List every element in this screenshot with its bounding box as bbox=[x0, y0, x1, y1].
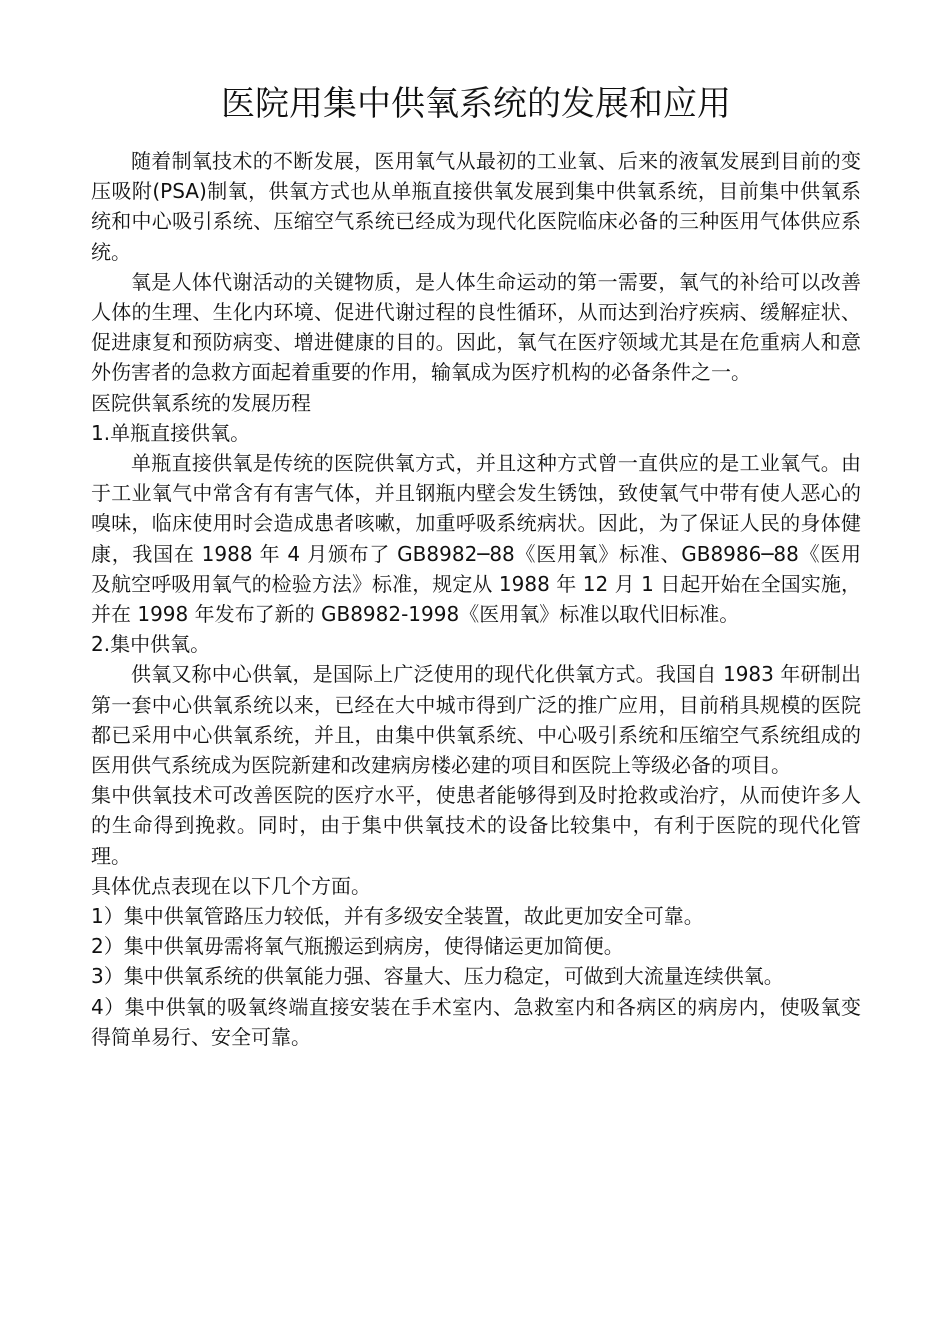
paragraph-central-supply: 供氧又称中心供氧，是国际上广泛使用的现代化供氧方式。我国自 1983 年研制出第一套中心供氧系统以来，已经在大中城市得到广泛的推广应用，目前稍具规模的医院都已采用中心供氧系统，并且，由集中供氧系统、中心吸引系统和压缩空气系统组成的医用供气系统成为医院新建和改建病房楼必建的项目和医院上等级必备的项目。 bbox=[91, 662, 861, 778]
subheading-single-bottle: 1.单瓶直接供氧。 bbox=[91, 420, 251, 445]
paragraph-central-benefits: 集中供氧技术可改善医院的医疗水平，使患者能够得到及时抢救或治疗，从而使许多人的生命得到挽救。同时，由于集中供氧技术的设备比较集中，有利于医院的现代化管理。 bbox=[91, 783, 861, 868]
document-title: 医院用集中供氧系统的发展和应用 bbox=[221, 84, 731, 124]
list-item-advantage-4: 4）集中供氧的吸氧终端直接安装在手术室内、急救室内和各病区的病房内，使吸氧变得简单易行、安全可靠。 bbox=[91, 994, 861, 1049]
subheading-central-supply: 2.集中供氧。 bbox=[91, 632, 211, 657]
list-item-advantage-3: 3）集中供氧系统的供氧能力强、容量大、压力稳定，可做到大流量连续供氧。 bbox=[91, 964, 784, 989]
section-heading-history: 医院供氧系统的发展历程 bbox=[91, 390, 311, 415]
paragraph-advantages-intro: 具体优点表现在以下几个方面。 bbox=[91, 873, 371, 898]
document-page bbox=[91, 82, 861, 1052]
list-item-advantage-1: 1）集中供氧管路压力较低，并有多级安全装置，故此更加安全可靠。 bbox=[91, 904, 704, 929]
paragraph-single-bottle: 单瓶直接供氧是传统的医院供氧方式，并且这种方式曾一直供应的是工业氧气。由于工业氧气中常含有有害气体，并且钢瓶内壁会发生锈蚀，致使氧气中带有使人恶心的嗅味，临床使用时会造成患者咳嗽，加重呼吸系统病状。因此，为了保证人民的身体健康，我国在 1988 年 4 月颁布了 GB8982─88《医用氧》标准、GB8986─88《医用及航空呼吸用氧气的检验方法》标准，规定从 1988 年 12 月 1 日起开始在全国实施，并在 1998 年发布了新的 GB8982-1998《医用氧》标准以取代旧标准。 bbox=[91, 451, 861, 627]
paragraph-intro: 随着制氧技术的不断发展，医用氧气从最初的工业氧、后来的液氧发展到目前的变压吸附(PSA)制氧，供氧方式也从单瓶直接供氧发展到集中供氧系统，目前集中供氧系统和中心吸引系统、压缩空气系统已经成为现代化医院临床必备的三种医用气体供应系统。 bbox=[91, 149, 861, 264]
list-item-advantage-2: 2）集中供氧毋需将氧气瓶搬运到病房，使得储运更加简便。 bbox=[91, 934, 624, 959]
paragraph-oxygen-importance: 氧是人体代谢活动的关键物质，是人体生命运动的第一需要，氧气的补给可以改善人体的生理、生化内环境、促进代谢过程的良性循环，从而达到治疗疾病、缓解症状、促进康复和预防病变、增进健康的目的。因此，氧气在医疗领域尤其是在危重病人和意外伤害者的急救方面起着重要的作用，输氧成为医疗机构的必备条件之一。 bbox=[91, 269, 861, 385]
